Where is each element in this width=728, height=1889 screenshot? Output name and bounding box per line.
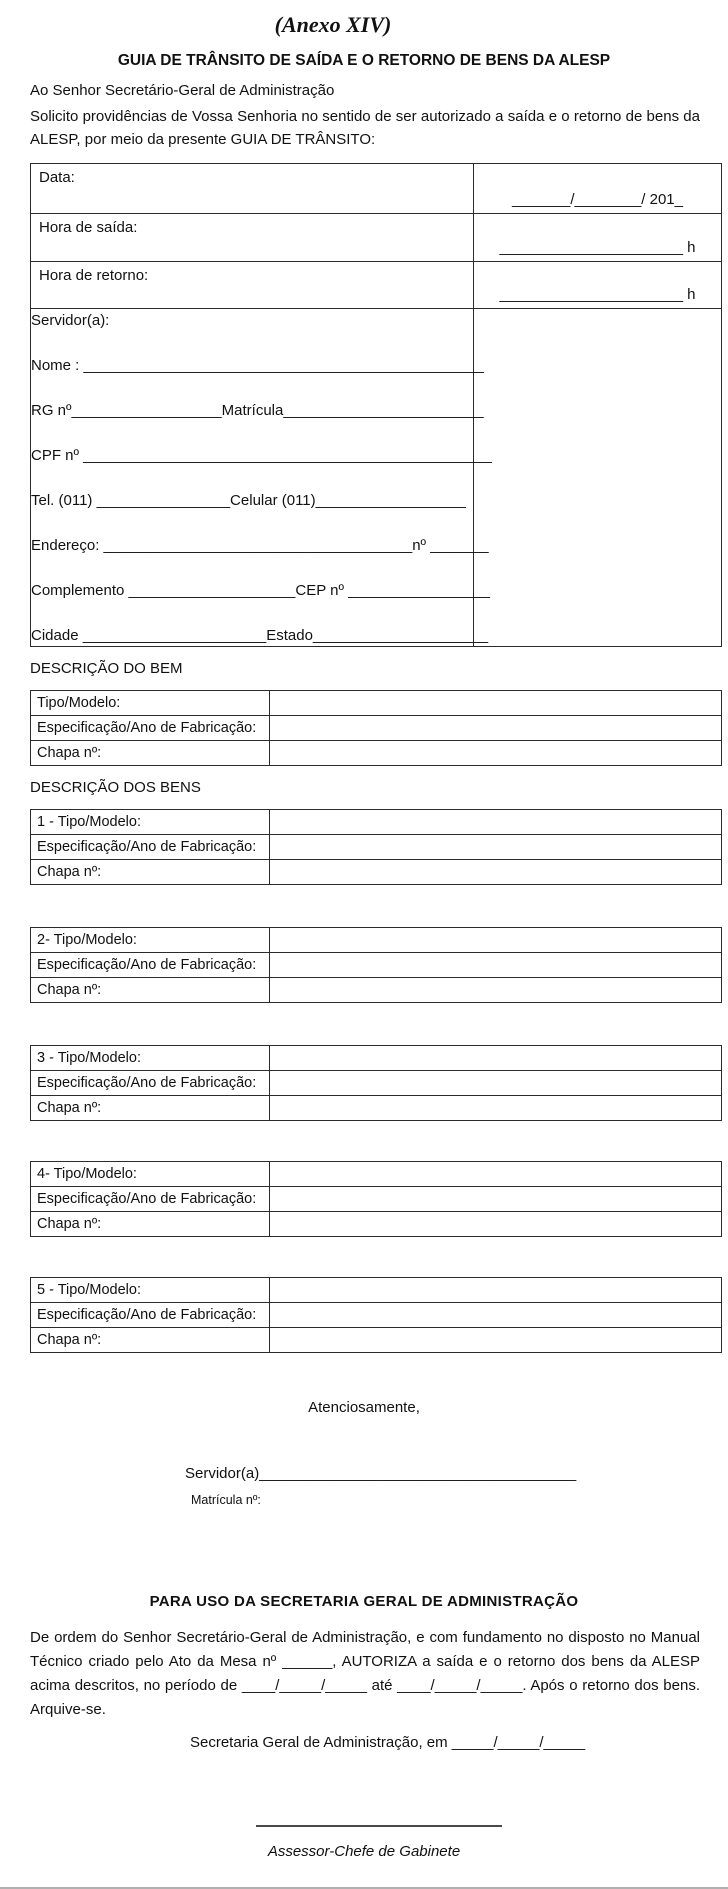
item-table-5 [30,1277,722,1353]
multiple-items-section-heading: DESCRIÇÃO DOS BENS [30,779,201,796]
admin-section-heading: PARA USO DA SECRETARIA GERAL DE ADMINISTRAÇÃO [149,1593,579,1610]
item-table-2 [30,927,722,1003]
type-model-label: 3 - Tipo/Modelo: [31,1046,270,1071]
servant-city-state-line: Cidade ______________________Estado_____________________ [31,626,489,644]
date-row [31,164,722,214]
specification-blank-cell [270,835,722,860]
table-row [31,741,722,766]
type-model-label: 1 - Tipo/Modelo: [31,810,270,835]
plate-number-blank-cell [270,860,722,885]
servant-name-line: Nome : ________________________________________________ [31,356,484,374]
table-row [31,1096,722,1121]
type-model-blank-cell [270,810,722,835]
salutation: Atenciosamente, [308,1399,420,1416]
matricula-label: Matrícula nº: [191,1493,261,1507]
servant-address-line: Endereço: _____________________________________nº _______ [31,536,489,554]
table-row [31,1278,722,1303]
plate-number-label: Chapa nº: [31,860,270,885]
servant-phone-line: Tel. (011) ________________Celular (011)__________________ [31,491,466,509]
type-model-label: 4- Tipo/Modelo: [31,1162,270,1187]
table-row [31,1162,722,1187]
plate-number-label: Chapa nº: [31,1212,270,1237]
type-model-label: 2- Tipo/Modelo: [31,928,270,953]
date-label: Data: [31,164,474,214]
single-item-section-heading: DESCRIÇÃO DO BEM [30,660,183,677]
date-blank-field: _______/________/ 201_ [474,164,722,214]
specification-label: Especificação/Ano de Fabricação: [31,1071,270,1096]
signature-role: Assessor-Chefe de Gabinete [267,1843,461,1860]
item-table-1 [30,809,722,885]
admin-date-line: Secretaria Geral de Administração, em _____/_____/_____ [190,1734,586,1751]
item-table-4 [30,1161,722,1237]
table-row [31,928,722,953]
servant-signature-line: Servidor(a)______________________________________ [185,1465,577,1482]
table-row [31,691,722,716]
type-model-label: Tipo/Modelo: [31,691,270,716]
plate-number-blank-cell [270,1328,722,1353]
specification-label: Especificação/Ano de Fabricação: [31,716,270,741]
departure-time-blank-field: ______________________ h [474,214,722,262]
servant-row [31,309,722,647]
table-row [31,1046,722,1071]
type-model-blank-cell [270,691,722,716]
type-model-blank-cell [270,1162,722,1187]
table-row [31,810,722,835]
addressee-line: Ao Senhor Secretário-Geral de Administração [30,82,335,99]
plate-number-label: Chapa nº: [31,978,270,1003]
annex-heading: (Anexo XIV) [274,12,392,37]
plate-number-label: Chapa nº: [31,741,270,766]
type-model-blank-cell [270,1278,722,1303]
specification-label: Especificação/Ano de Fabricação: [31,835,270,860]
table-row [31,1328,722,1353]
table-row [31,1187,722,1212]
return-time-row [31,262,722,309]
servant-cpf-line: CPF nº _________________________________________________ [31,446,492,464]
table-row [31,835,722,860]
plate-number-blank-cell [270,1096,722,1121]
item-table-3 [30,1045,722,1121]
servant-section [31,309,492,647]
type-model-blank-cell [270,928,722,953]
intro-paragraph: Solicito providências de Vossa Senhoria no sentido de ser autorizado a saída e o retorno de bens da ALESP, por meio da presente GUIA DE TRÂNSITO: [30,108,700,148]
table-row [31,716,722,741]
servant-rg-matricula-line: RG nº__________________Matrícula________________________ [31,401,484,419]
specification-blank-cell [270,1303,722,1328]
type-model-label: 5 - Tipo/Modelo: [31,1278,270,1303]
specification-label: Especificação/Ano de Fabricação: [31,953,270,978]
departure-time-label: Hora de saída: [31,214,474,262]
plate-number-label: Chapa nº: [31,1328,270,1353]
transit-info-table [30,163,722,647]
specification-blank-cell [270,716,722,741]
plate-number-blank-cell [270,1212,722,1237]
admin-paragraph: De ordem do Senhor Secretário-Geral de Administração, e com fundamento no disposto no Manual Técnico criado pelo Ato da Mesa nº ______, AUTORIZA a saída e o retorno dos bens da ALESP acima descritos, no período de ____/_____/_____ até ____/_____/_____. Após o retorno dos bens. Arquive-se. [30,1629,700,1718]
servant-complement-cep-line: Complemento ____________________CEP nº _________________ [31,581,490,599]
table-row [31,953,722,978]
specification-blank-cell [270,1071,722,1096]
plate-number-label: Chapa nº: [31,1096,270,1121]
table-row [31,1303,722,1328]
specification-blank-cell [270,953,722,978]
return-time-blank-field: ______________________ h [474,262,722,309]
table-row [31,978,722,1003]
table-row [31,1212,722,1237]
specification-label: Especificação/Ano de Fabricação: [31,1303,270,1328]
return-time-label: Hora de retorno: [31,262,474,309]
servant-label: Servidor(a): [31,311,110,329]
departure-time-row [31,214,722,262]
single-item-table [30,690,722,766]
type-model-blank-cell [270,1046,722,1071]
document-title: GUIA DE TRÂNSITO DE SAÍDA E O RETORNO DE BENS DA ALESP [117,52,611,69]
table-row [31,860,722,885]
plate-number-blank-cell [270,741,722,766]
specification-blank-cell [270,1187,722,1212]
table-row [31,1071,722,1096]
plate-number-blank-cell [270,978,722,1003]
servant-blank-cell [474,309,722,647]
signature-line [256,1825,502,1827]
specification-label: Especificação/Ano de Fabricação: [31,1187,270,1212]
